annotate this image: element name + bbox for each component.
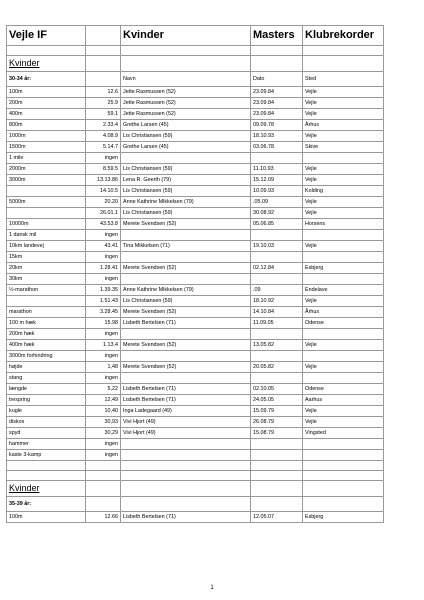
record-place: Vejle bbox=[303, 406, 384, 417]
record-date: 05.06.85 bbox=[251, 219, 303, 230]
record-date: 11.10.93 bbox=[251, 164, 303, 175]
record-result: ingen bbox=[86, 373, 121, 384]
record-place: Vejle bbox=[303, 241, 384, 252]
record-date: 24.05.05 bbox=[251, 395, 303, 406]
record-name: Lisbeth Bertelsen (71) bbox=[121, 384, 251, 395]
record-event: 3000m bbox=[7, 175, 86, 186]
record-place: Esbjerg bbox=[303, 263, 384, 274]
record-result: 14.10.5 bbox=[86, 186, 121, 197]
record-event: længde bbox=[7, 384, 86, 395]
record-name: Jette Rasmussen (52) bbox=[121, 87, 251, 98]
record-place: Kolding bbox=[303, 186, 384, 197]
record-date: 30.08.92 bbox=[251, 208, 303, 219]
record-date: 18.10.93 bbox=[251, 131, 303, 142]
record-event: 15km bbox=[7, 252, 86, 263]
record-row bbox=[7, 197, 384, 208]
record-date bbox=[251, 373, 303, 384]
record-result: 20.20 bbox=[86, 197, 121, 208]
record-place: Vejle bbox=[303, 131, 384, 142]
record-date: 02.10.05 bbox=[251, 384, 303, 395]
record-date: 03.06.78 bbox=[251, 142, 303, 153]
record-row bbox=[7, 307, 384, 318]
record-event: 3000m forhindring bbox=[7, 351, 86, 362]
record-name: Lis Christiansen (59) bbox=[121, 131, 251, 142]
record-row bbox=[7, 252, 384, 263]
record-name bbox=[121, 329, 251, 340]
record-name: Lis Christiansen (59) bbox=[121, 186, 251, 197]
section-title-row bbox=[7, 56, 384, 72]
record-row bbox=[7, 406, 384, 417]
record-event bbox=[7, 208, 86, 219]
record-date bbox=[251, 329, 303, 340]
record-row bbox=[7, 373, 384, 384]
record-date: 14.10.84 bbox=[251, 307, 303, 318]
record-result: ingen bbox=[86, 153, 121, 164]
record-date: 23.09.84 bbox=[251, 98, 303, 109]
record-place: Odense bbox=[303, 318, 384, 329]
record-row bbox=[7, 285, 384, 296]
record-result: 5,22 bbox=[86, 384, 121, 395]
record-date bbox=[251, 230, 303, 241]
record-result: 3.28.45 bbox=[86, 307, 121, 318]
record-row bbox=[7, 340, 384, 351]
record-row bbox=[7, 153, 384, 164]
record-row bbox=[7, 98, 384, 109]
record-row bbox=[7, 219, 384, 230]
age-group: 30-34 år: bbox=[7, 72, 86, 87]
record-row bbox=[7, 395, 384, 406]
record-event: 1 mile bbox=[7, 153, 86, 164]
record-name bbox=[121, 230, 251, 241]
record-place: Århus bbox=[303, 120, 384, 131]
age-row bbox=[7, 497, 384, 512]
record-name bbox=[121, 153, 251, 164]
record-row bbox=[7, 450, 384, 461]
record-date: 23.09.84 bbox=[251, 109, 303, 120]
record-name bbox=[121, 373, 251, 384]
record-name: Jette Rasmussen (52) bbox=[121, 98, 251, 109]
record-place: Vejle bbox=[303, 417, 384, 428]
record-date: 20.05.82 bbox=[251, 362, 303, 373]
record-event: marathon bbox=[7, 307, 86, 318]
record-date: .05.09 bbox=[251, 197, 303, 208]
record-result: 10,40 bbox=[86, 406, 121, 417]
record-row bbox=[7, 175, 384, 186]
record-result: 13.13.86 bbox=[86, 175, 121, 186]
record-name bbox=[121, 450, 251, 461]
record-date bbox=[251, 252, 303, 263]
record-event: 2000m bbox=[7, 164, 86, 175]
page-number: 1 bbox=[210, 585, 214, 591]
record-row bbox=[7, 428, 384, 439]
record-date: 12.05.07 bbox=[251, 512, 303, 523]
record-name: Jette Rasmussen (52) bbox=[121, 109, 251, 120]
record-event: kugle bbox=[7, 406, 86, 417]
record-place: Vejle bbox=[303, 197, 384, 208]
record-name: Tina Mikkelsen (71) bbox=[121, 241, 251, 252]
record-result: ingen bbox=[86, 252, 121, 263]
record-name: Vivi Hjort (49) bbox=[121, 417, 251, 428]
record-place bbox=[303, 230, 384, 241]
gender-heading: Kvinder bbox=[121, 26, 251, 46]
record-name bbox=[121, 351, 251, 362]
record-result: ingen bbox=[86, 450, 121, 461]
record-date: 15.09.79 bbox=[251, 406, 303, 417]
record-date: 13.05.82 bbox=[251, 340, 303, 351]
record-date: 18.10.92 bbox=[251, 296, 303, 307]
record-event bbox=[7, 186, 86, 197]
record-result: ingen bbox=[86, 274, 121, 285]
record-event: spyd bbox=[7, 428, 86, 439]
record-name: Lena R. Geerth (79) bbox=[121, 175, 251, 186]
record-row bbox=[7, 296, 384, 307]
record-result: 43.53.8 bbox=[86, 219, 121, 230]
record-name bbox=[121, 274, 251, 285]
record-row bbox=[7, 109, 384, 120]
record-event: højde bbox=[7, 362, 86, 373]
record-result: 43.41 bbox=[86, 241, 121, 252]
record-result: 5.14.7 bbox=[86, 142, 121, 153]
record-result: 1.39.35 bbox=[86, 285, 121, 296]
record-event: 20km bbox=[7, 263, 86, 274]
record-place: Århus bbox=[303, 307, 384, 318]
record-place bbox=[303, 439, 384, 450]
spacer-row bbox=[7, 471, 384, 481]
record-name: Lis Christiansen (59) bbox=[121, 164, 251, 175]
category-heading: Masters bbox=[251, 26, 303, 46]
record-name: Inga Ladegaard (49) bbox=[121, 406, 251, 417]
record-date bbox=[251, 274, 303, 285]
record-event: 10km landevej bbox=[7, 241, 86, 252]
record-place bbox=[303, 274, 384, 285]
record-place: Vejle bbox=[303, 340, 384, 351]
record-name: Lisbeth Bertelsen (71) bbox=[121, 512, 251, 523]
record-event: 100m bbox=[7, 512, 86, 523]
record-row bbox=[7, 362, 384, 373]
records-table bbox=[6, 25, 384, 523]
header-row bbox=[7, 26, 384, 46]
record-event: ½-marathon bbox=[7, 285, 86, 296]
record-date: 26.08.79 bbox=[251, 417, 303, 428]
record-event: trespring bbox=[7, 395, 86, 406]
record-name: Grethe Larsen (45) bbox=[121, 142, 251, 153]
record-result: ingen bbox=[86, 329, 121, 340]
record-event: 200m bbox=[7, 98, 86, 109]
record-row bbox=[7, 318, 384, 329]
section-title: Kvinder bbox=[7, 56, 86, 72]
record-event: stang bbox=[7, 373, 86, 384]
record-result: ingen bbox=[86, 230, 121, 241]
record-date: 09.09.78 bbox=[251, 120, 303, 131]
record-row bbox=[7, 230, 384, 241]
record-place bbox=[303, 153, 384, 164]
record-row bbox=[7, 186, 384, 197]
record-place bbox=[303, 351, 384, 362]
record-name: Merete Svendsen (52) bbox=[121, 263, 251, 274]
record-result: 30,93 bbox=[86, 417, 121, 428]
record-row bbox=[7, 263, 384, 274]
record-place: Vejle bbox=[303, 87, 384, 98]
record-place bbox=[303, 450, 384, 461]
record-event: 30km bbox=[7, 274, 86, 285]
record-date: 19.10.03 bbox=[251, 241, 303, 252]
record-place: Vejle bbox=[303, 98, 384, 109]
record-row bbox=[7, 87, 384, 98]
record-result: 30,29 bbox=[86, 428, 121, 439]
col-name-header: Navn bbox=[121, 72, 251, 87]
record-place: Vejle bbox=[303, 296, 384, 307]
record-date: 23.09.84 bbox=[251, 87, 303, 98]
record-date: 02.12.84 bbox=[251, 263, 303, 274]
record-event: 1500m bbox=[7, 142, 86, 153]
record-place: Endelave bbox=[303, 285, 384, 296]
record-place: Vingsted bbox=[303, 428, 384, 439]
record-name: Lisbeth Bertelsen (71) bbox=[121, 318, 251, 329]
section-title-row bbox=[7, 481, 384, 497]
record-result: 1.51.43 bbox=[86, 296, 121, 307]
record-place: Esbjerg bbox=[303, 512, 384, 523]
record-name: Anne Kathrine Mikkelsen (79) bbox=[121, 285, 251, 296]
record-result: 1.28.41 bbox=[86, 263, 121, 274]
record-row bbox=[7, 164, 384, 175]
record-event: hammer bbox=[7, 439, 86, 450]
age-group: 35-39 år: bbox=[7, 497, 86, 512]
record-row bbox=[7, 512, 384, 523]
record-date: 15.12.09 bbox=[251, 175, 303, 186]
record-event: 800m bbox=[7, 120, 86, 131]
record-row bbox=[7, 351, 384, 362]
record-result: 1.13.4 bbox=[86, 340, 121, 351]
record-name bbox=[121, 439, 251, 450]
record-name: Lis Christiansen (59) bbox=[121, 208, 251, 219]
record-date bbox=[251, 439, 303, 450]
record-event: 100m bbox=[7, 87, 86, 98]
record-place: Vejle bbox=[303, 109, 384, 120]
record-name: Merete Svendsen (52) bbox=[121, 362, 251, 373]
record-date: 10.09.93 bbox=[251, 186, 303, 197]
record-result: 2.33.4 bbox=[86, 120, 121, 131]
record-result: 12,49 bbox=[86, 395, 121, 406]
record-event: 1 dansk mil bbox=[7, 230, 86, 241]
record-event: 1000m bbox=[7, 131, 86, 142]
record-result: 1,48 bbox=[86, 362, 121, 373]
col-date-header: Dato bbox=[251, 72, 303, 87]
record-place: Aarhus bbox=[303, 395, 384, 406]
record-result: 59.1 bbox=[86, 109, 121, 120]
record-place bbox=[303, 329, 384, 340]
record-name: Grethe Larsen (45) bbox=[121, 120, 251, 131]
record-name: Merete Svendsen (52) bbox=[121, 219, 251, 230]
record-event: 400m hæk bbox=[7, 340, 86, 351]
record-event: 200m hæk bbox=[7, 329, 86, 340]
record-event: diskos bbox=[7, 417, 86, 428]
record-date bbox=[251, 153, 303, 164]
record-event: 100 m hæk bbox=[7, 318, 86, 329]
record-event bbox=[7, 296, 86, 307]
record-date bbox=[251, 450, 303, 461]
record-place: Skive bbox=[303, 142, 384, 153]
record-event: 5000m bbox=[7, 197, 86, 208]
record-result: ingen bbox=[86, 439, 121, 450]
record-place: Vejle bbox=[303, 175, 384, 186]
record-date: 11.09.05 bbox=[251, 318, 303, 329]
record-name: Merete Svendsen (52) bbox=[121, 307, 251, 318]
record-place: Vejle bbox=[303, 164, 384, 175]
record-row bbox=[7, 120, 384, 131]
spacer-row bbox=[7, 46, 384, 56]
section-title: Kvinder bbox=[7, 481, 86, 497]
record-result: 12.66 bbox=[86, 512, 121, 523]
record-name: Vivi Hjort (49) bbox=[121, 428, 251, 439]
record-date: 15.08.79 bbox=[251, 428, 303, 439]
record-row bbox=[7, 439, 384, 450]
record-place: Horsens bbox=[303, 219, 384, 230]
record-place: Odense bbox=[303, 384, 384, 395]
record-place bbox=[303, 373, 384, 384]
record-row bbox=[7, 274, 384, 285]
record-result: 12.6 bbox=[86, 87, 121, 98]
record-row bbox=[7, 417, 384, 428]
record-row bbox=[7, 142, 384, 153]
record-name: Merete Svendsen (52) bbox=[121, 340, 251, 351]
record-result: ingen bbox=[86, 351, 121, 362]
record-name bbox=[121, 252, 251, 263]
record-row bbox=[7, 131, 384, 142]
record-event: 400m bbox=[7, 109, 86, 120]
type-heading: Klubrekorder bbox=[303, 26, 384, 46]
age-row bbox=[7, 72, 384, 87]
record-place: Vejle bbox=[303, 362, 384, 373]
record-name: Lisbeth Bertelsen (71) bbox=[121, 395, 251, 406]
record-result: 15.98 bbox=[86, 318, 121, 329]
record-date bbox=[251, 351, 303, 362]
record-event: kaste 3-kamp bbox=[7, 450, 86, 461]
club-name: Vejle IF bbox=[7, 26, 86, 46]
record-row bbox=[7, 384, 384, 395]
record-row bbox=[7, 329, 384, 340]
record-name: Anne Kathrine Mikkelsen (79) bbox=[121, 197, 251, 208]
record-date: .09 bbox=[251, 285, 303, 296]
record-place: Vejle bbox=[303, 208, 384, 219]
record-result: 4.08.9 bbox=[86, 131, 121, 142]
record-place bbox=[303, 252, 384, 263]
record-row bbox=[7, 208, 384, 219]
spacer-row bbox=[7, 461, 384, 471]
record-result: 25.9 bbox=[86, 98, 121, 109]
record-event: 10000m bbox=[7, 219, 86, 230]
col-place-header: Sted bbox=[303, 72, 384, 87]
record-result: 8.59.5 bbox=[86, 164, 121, 175]
record-result: 26.01.1 bbox=[86, 208, 121, 219]
record-row bbox=[7, 241, 384, 252]
record-name: Lis Christiansen (59) bbox=[121, 296, 251, 307]
